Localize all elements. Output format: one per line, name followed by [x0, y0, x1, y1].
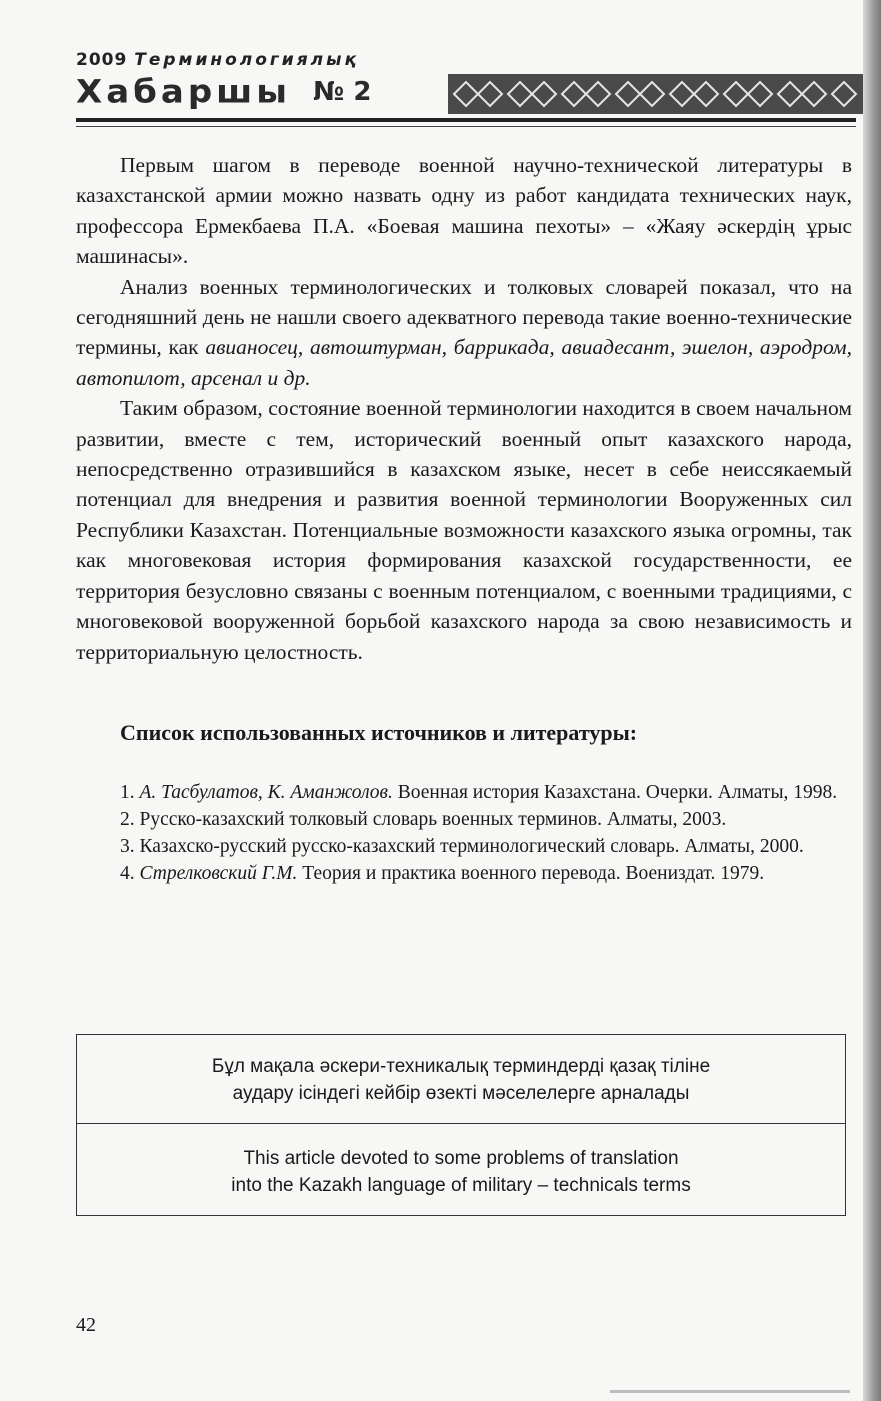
header-rule-thick [76, 118, 856, 122]
header-year-line [76, 50, 856, 70]
reference-item [76, 807, 852, 832]
journal-title: Хабаршы [76, 73, 292, 111]
abstract-english-line-1: This article devoted to some problems of translation [243, 1148, 679, 1169]
header-year: 2009 [76, 50, 128, 70]
paragraph-2-text: Анализ военных терминологических и толковых словарей показал, что на сегодняшний день не нашли своего адекватного перевода такие военно-технические термины, как [76, 274, 852, 360]
page-edge-shadow [863, 0, 881, 1401]
abstract-kazakh-line-2: аудару ісіндегі кейбір өзекті мәселелерге арналады [232, 1083, 690, 1104]
issue-number: № 2 [313, 77, 372, 107]
header-subtitle: Терминологиялық [134, 50, 359, 70]
paragraph-3: Таким образом, состояние военной терминологии находится в своем начальном развитии, вместе с тем, исторический военный опыт казахского народа, непосредственно отразившийся в казахском языке, несет в себе неиссякаемый потенциал для внедрения и развития военной терминологии Вооруженных сил Республики Казахстан. Потенциальные возможности казахского языка огромны, так как многовековая история формирования казахской государственности, ее территория безусловно связаны с военным потенциалом, с военными традициями, с многовековой вооруженной борьбой казахского народа за свою независимость и территориальную целостность. [76, 396, 852, 664]
reference-item [76, 834, 852, 859]
abstract-box [76, 1034, 846, 1216]
references-title: Список использованных источников и литературы: [120, 720, 638, 745]
paragraph-2-terms: авианосец, автоштурман, баррикада, авиадесант, эшелон, аэродром, автопилот, арсенал и др. [76, 335, 852, 390]
reference-number: 4. [120, 863, 140, 884]
reference-text: Военная история Казахстана. Очерки. Алматы, 1998. [392, 782, 838, 803]
paragraph-1: Первым шагом в переводе военной научно-технической литературы в казахстанской армии можно назвать одну из работ кандидата технических наук, профессора Ермекбаева П.А. «Боевая машина пехоты» – «Жаяу әскердің ұрыс машинасы». [76, 153, 852, 269]
abstract-divider [77, 1123, 845, 1124]
references-list [76, 780, 852, 888]
reference-author: Стрелковский Г.М. [139, 863, 298, 884]
header-rule-thin [76, 126, 856, 127]
reference-text: Русско-казахский толковый словарь военных терминов. Алматы, 2003. [139, 809, 727, 830]
abstract-english-line-2: into the Kazakh language of military – technicals terms [231, 1175, 691, 1196]
reference-number: 2. [120, 809, 140, 830]
reference-item [76, 861, 852, 886]
reference-item [76, 780, 852, 805]
reference-author: А. Тасбулатов, К. Аманжолов. [139, 782, 393, 803]
reference-text: Теория и практика военного перевода. Воениздат. 1979. [297, 863, 765, 884]
reference-number: 3. [120, 836, 140, 857]
ornament-band-icon [448, 74, 868, 114]
journal-header [76, 50, 856, 112]
page-number: 42 [76, 1314, 96, 1336]
reference-number: 1. [120, 782, 140, 803]
reference-text: Казахско-русский русско-казахский терминологический словарь. Алматы, 2000. [139, 836, 804, 857]
abstract-kazakh-line-1: Бұл мақала әскери-техникалық терминдерді қазақ тіліне [211, 1056, 711, 1077]
abstract-kazakh [77, 1053, 845, 1107]
abstract-english [77, 1145, 845, 1199]
paragraph-2 [76, 272, 852, 394]
bottom-rule [610, 1390, 850, 1393]
article-body [76, 150, 852, 667]
